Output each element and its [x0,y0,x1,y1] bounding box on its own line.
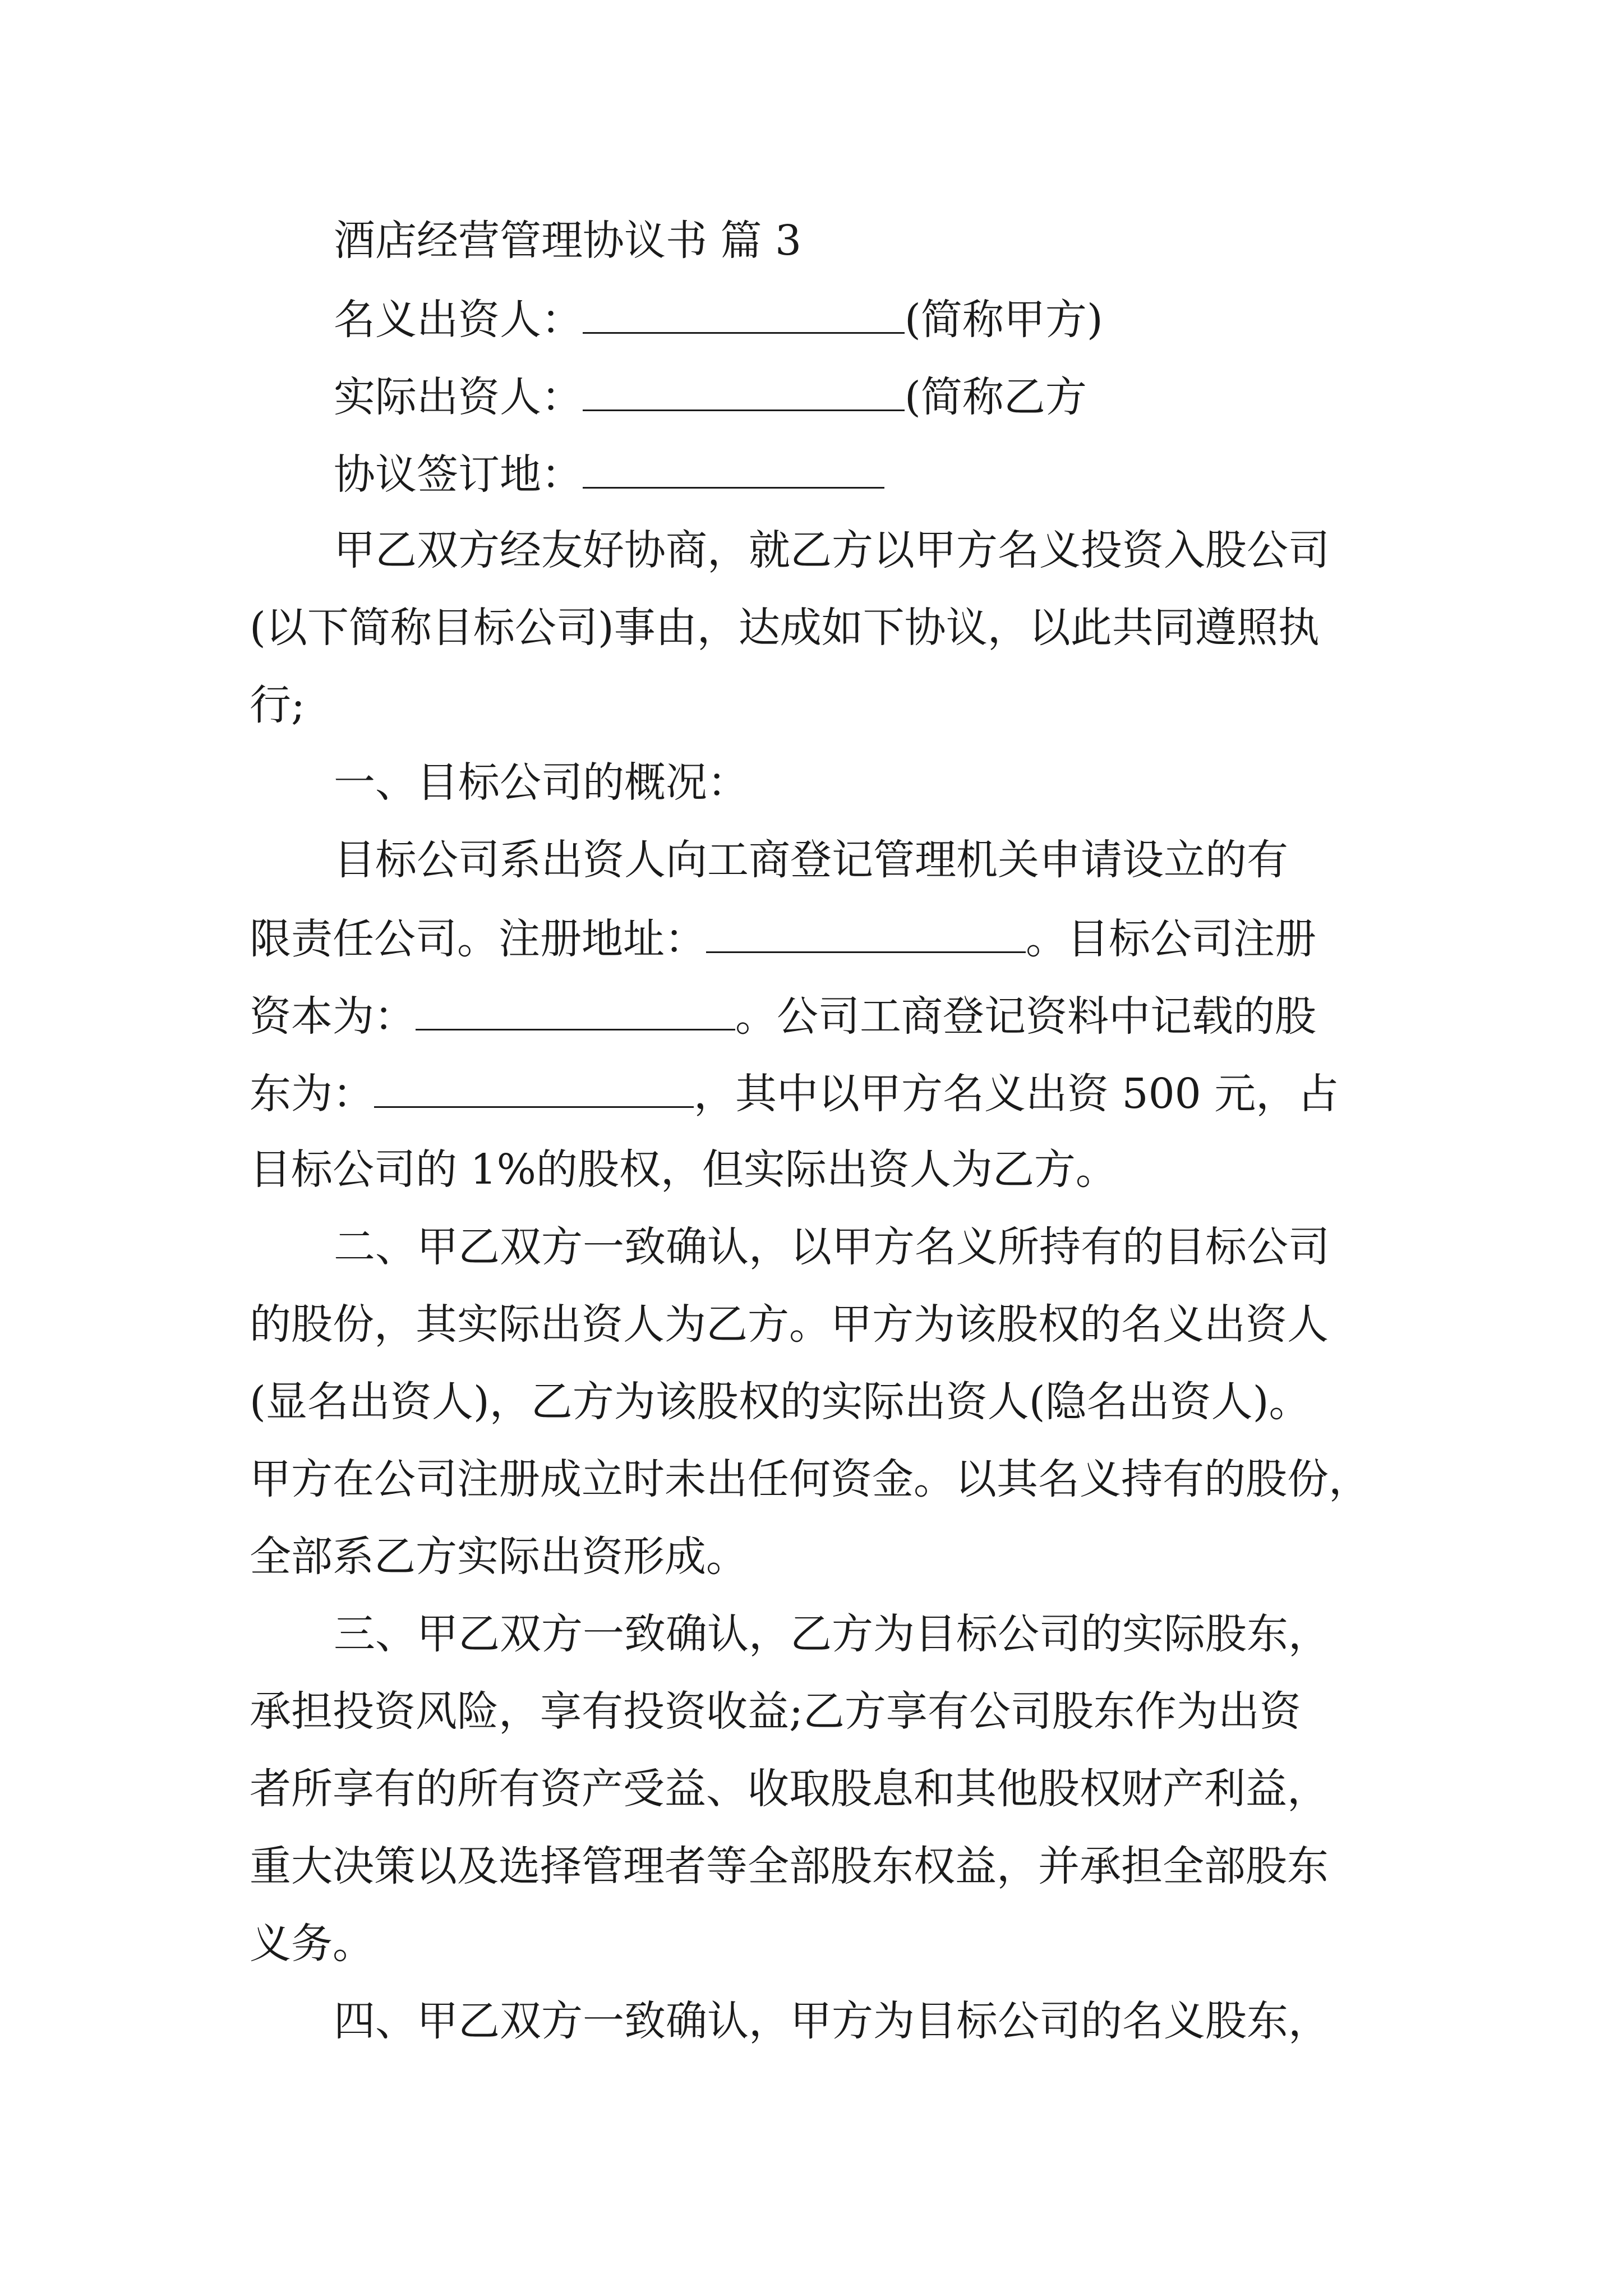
section-4-line-1: 四、甲乙双方一致确认，甲方为目标公司的名义股东， [334,1997,1330,2045]
nominal-investor-label: 名义出资人： [334,296,583,344]
signing-place-label: 协议签订地： [334,450,583,499]
nominal-investor-field [334,296,1103,344]
section-1-line-1: 目标公司系出资人向工商登记管理机关申请设立的有 [334,836,1288,884]
section-3-line-1: 三、甲乙双方一致确认，乙方为目标公司的实际股东， [334,1610,1330,1658]
registered-capital-blank[interactable] [416,994,735,1030]
signing-place-field [334,450,884,499]
section-3-line-2: 承担投资风险，享有投资收益;乙方享有公司股东作为出资 [250,1687,1301,1736]
signing-place-blank[interactable] [583,452,884,489]
para-intro-line-2: (以下简称目标公司)事由，达成如下协议，以此共同遵照执 [250,604,1320,652]
section-2-line-2: 的股份，其实际出资人为乙方。甲方为该股权的名义出资人 [250,1300,1329,1349]
document-title: 酒店经营管理协议书 篇 3 [334,217,802,265]
section-1-line-3: 资本为： 。公司工商登记资料中记载的股 [250,992,1316,1041]
section-2-line-1: 二、甲乙双方一致确认，以甲方名义所持有的目标公司 [334,1223,1330,1271]
para-intro-line-3: 行; [250,681,305,729]
section-1-line-2: 限责任公司。注册地址： 。目标公司注册 [250,915,1316,963]
section-1-line-5: 目标公司的 1%的股权，但实际出资人为乙方。 [250,1145,1117,1194]
section-1-line-4: 东为： ，其中以甲方名义出资 500 元，占 [250,1070,1339,1118]
actual-investor-label: 实际出资人： [334,373,583,421]
section-3-line-5: 义务。 [250,1920,374,1968]
section-3-line-3: 者所享有的所有资产受益、收取股息和其他股权财产利益， [250,1765,1329,1813]
section-2-line-5: 全部系乙方实际出资形成。 [250,1533,748,1581]
section-3-line-4: 重大决策以及选择管理者等全部股东权益，并承担全部股东 [250,1842,1329,1890]
section-2-line-3: (显名出资人)，乙方为该股权的实际出资人(隐名出资人)。 [250,1378,1311,1426]
section-2-line-4: 甲方在公司注册成立时未出任何资金。以其名义持有的股份， [250,1455,1370,1503]
para-intro-line-1: 甲乙双方经友好协商，就乙方以甲方名义投资入股公司 [334,526,1330,574]
nominal-investor-suffix: (简称甲方) [905,296,1103,344]
actual-investor-field [334,373,1087,421]
section-1-heading: 一、目标公司的概况： [334,758,749,807]
shareholders-blank[interactable] [374,1071,694,1108]
nominal-investor-blank[interactable] [583,297,905,334]
actual-investor-suffix: (简称乙方 [905,373,1087,421]
registered-address-blank[interactable] [706,917,1026,953]
actual-investor-blank[interactable] [583,375,905,411]
